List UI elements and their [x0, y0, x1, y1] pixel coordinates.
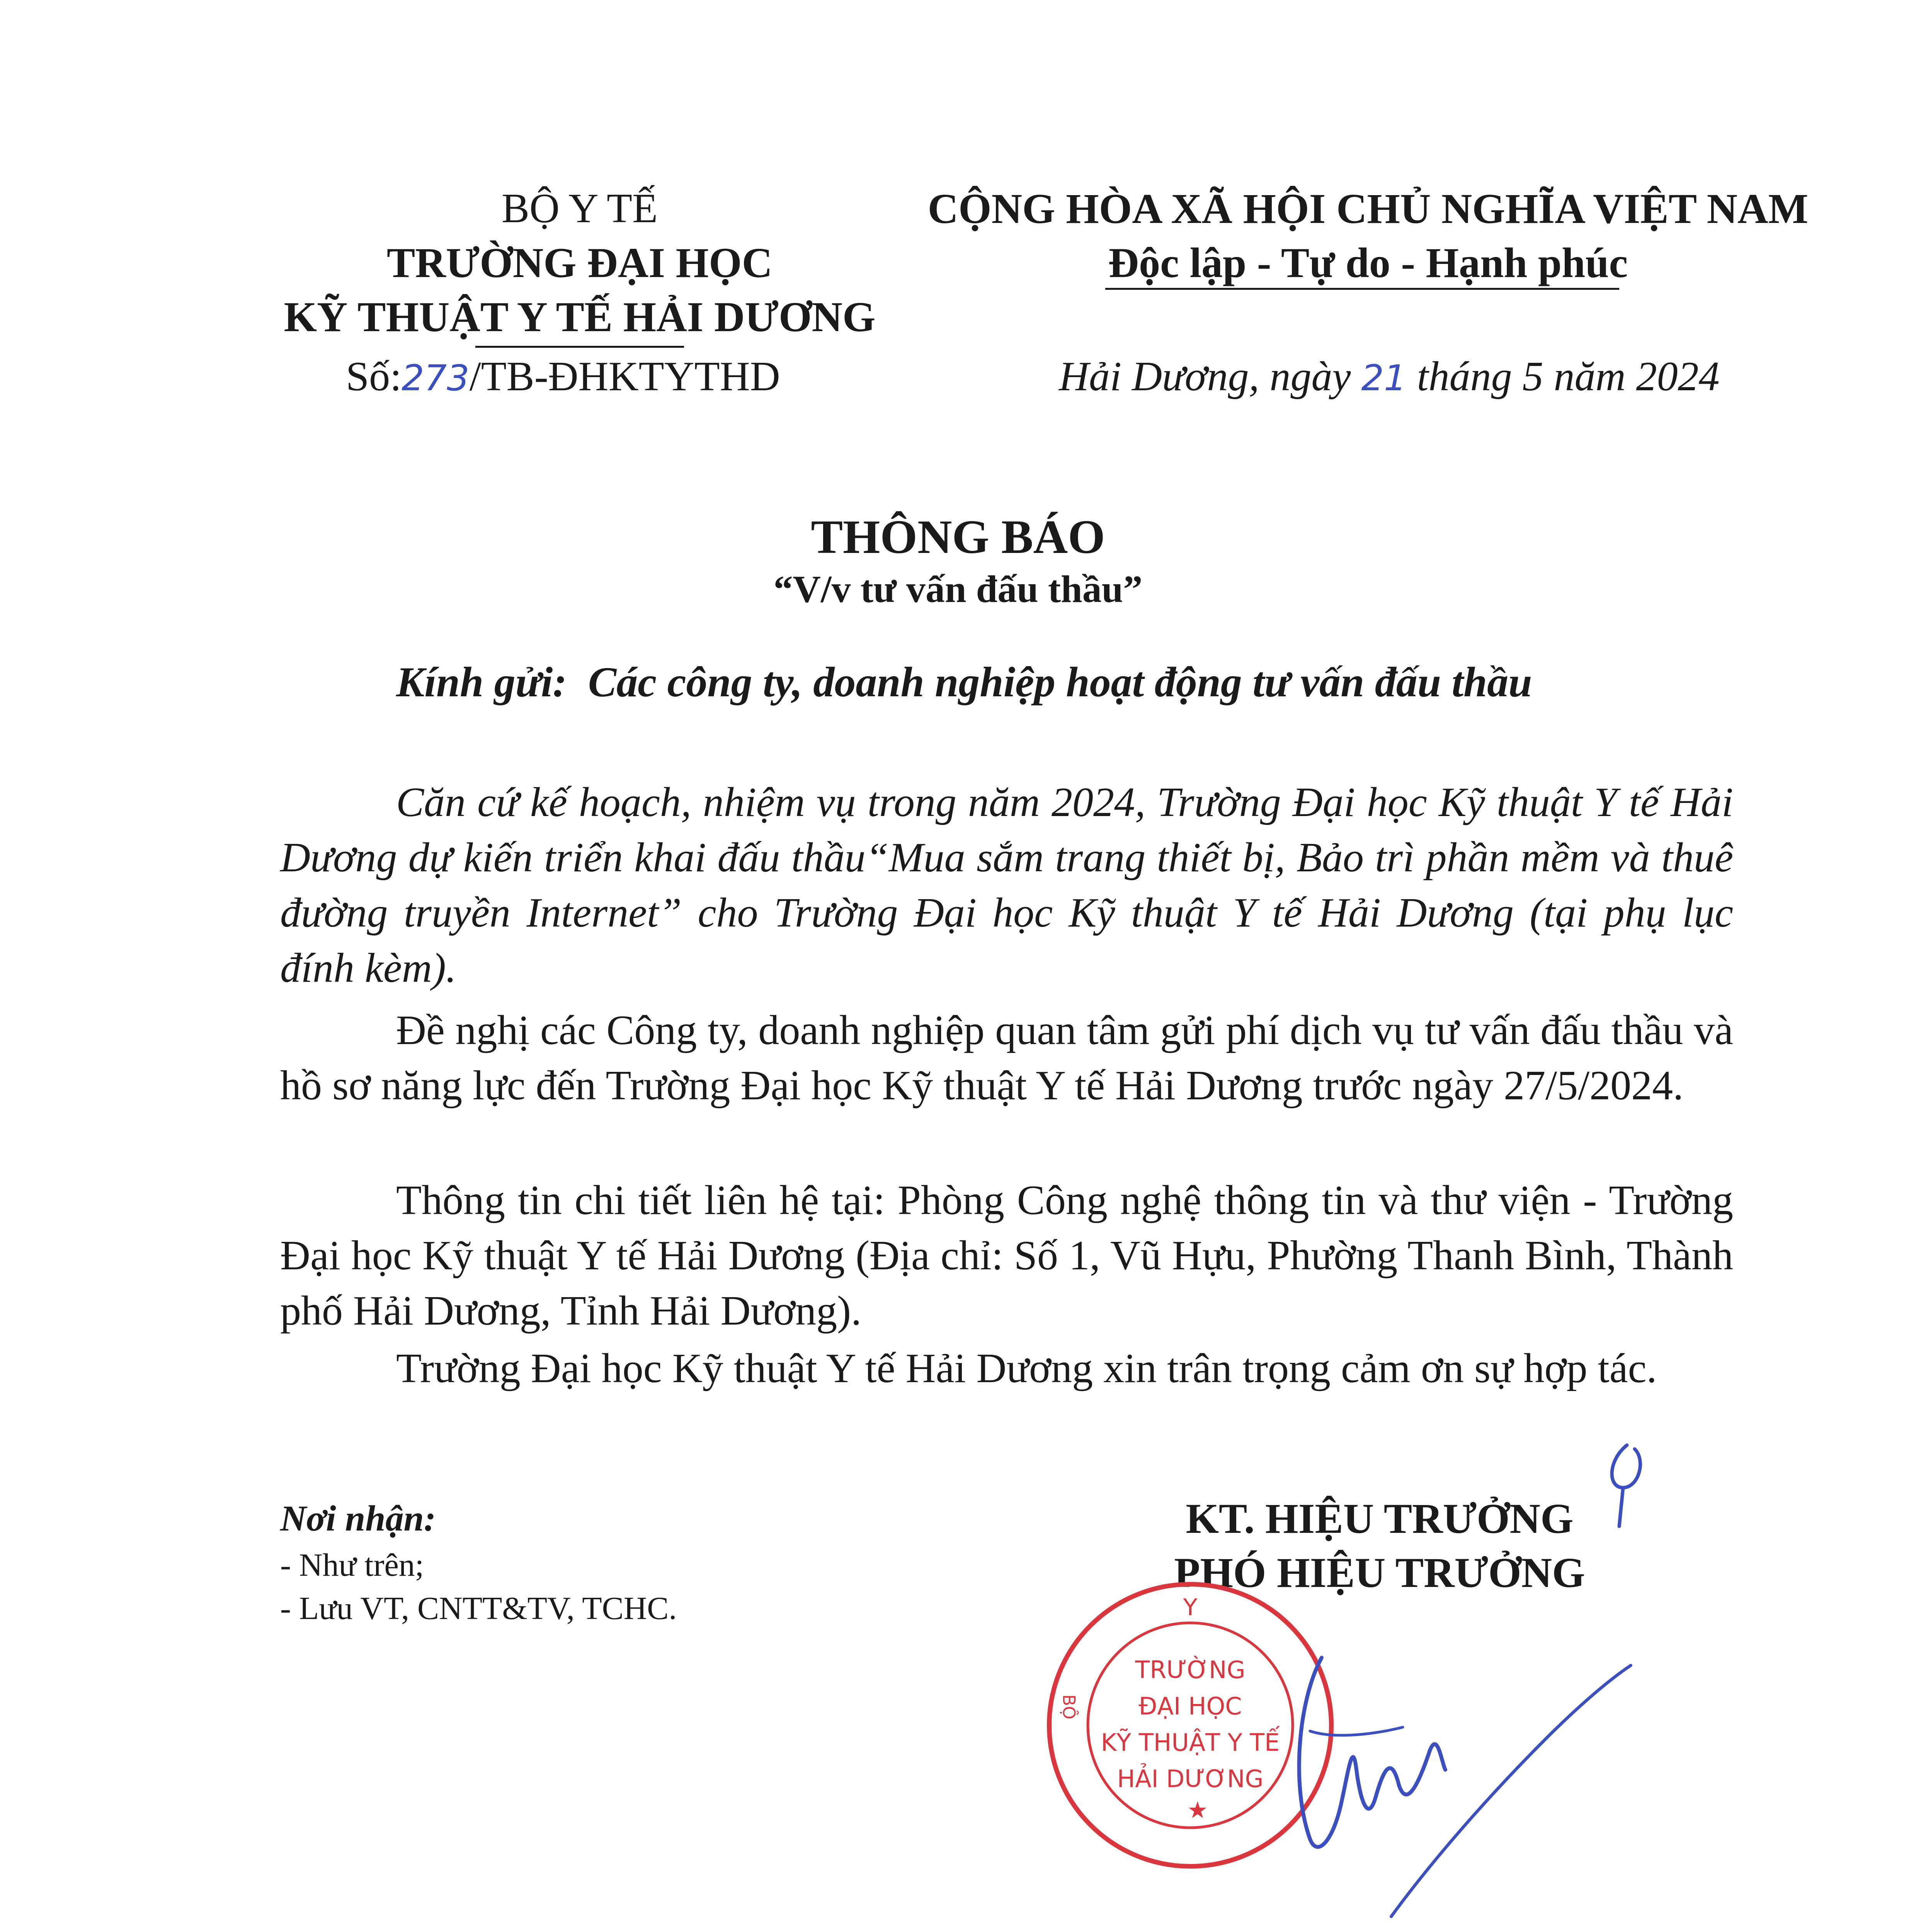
stamp-top-letter: Y — [1183, 1594, 1198, 1621]
signature-title-1: KT. HIỆU TRƯỞNG — [1186, 1495, 1574, 1542]
stamp-line-3: KỸ THUẬT Y TẾ — [1101, 1728, 1280, 1757]
number-handwritten: 273 — [402, 357, 470, 399]
stamp-line-1: TRƯỜNG — [1135, 1656, 1246, 1684]
recipient-value: Các công ty, doanh nghiệp hoạt động tư vấn đấu thầu — [588, 658, 1532, 706]
date-suffix: tháng 5 năm 2024 — [1417, 354, 1720, 400]
number-prefix: Số: — [346, 354, 402, 400]
school-name-line2: KỸ THUẬT Y TẾ HẢI DƯƠNG — [284, 293, 876, 340]
body-paragraph-3: Thông tin chi tiết liên hệ tại: Phòng Công nghệ thông tin và thư viện - Trường Đại học Kỹ thuật Y tế Hải Dương (Địa chỉ: Số 1, Vũ Hựu, Phường Thanh Bình, Thành phố Hải Dương, Tỉnh Hải Dương). — [280, 1177, 1733, 1334]
recipient-label: Kính gửi: — [396, 658, 567, 706]
country-name: CỘNG HÒA XÃ HỘI CHỦ NGHĨA VIỆT NAM — [927, 185, 1809, 232]
motto-underline — [1105, 288, 1619, 290]
date-day-handwritten: 21 — [1361, 357, 1407, 399]
recipients-block — [280, 1493, 677, 1630]
header-left-underline — [475, 346, 684, 348]
document-date — [1059, 350, 1720, 405]
recipient-item: - Lưu VT, CNTT&TV, TCHC. — [280, 1590, 677, 1626]
svg-text:★: ★ — [1187, 1797, 1208, 1824]
document-subject: “V/v tư vấn đấu thầu” — [773, 568, 1143, 611]
recipients-heading: Nơi nhận: — [280, 1498, 436, 1539]
recipient-line — [396, 653, 1532, 711]
motto: Độc lập - Tự do - Hạnh phúc — [1108, 239, 1628, 286]
recipient-item: - Như trên; — [280, 1547, 424, 1583]
handwritten-signature — [1275, 1623, 1662, 1932]
stamp-side-text: BỘ — [1059, 1694, 1079, 1719]
stamp-line-4: HẢI DƯƠNG — [1117, 1765, 1264, 1793]
body-paragraph-2: Đề nghị các Công ty, doanh nghiệp quan tâm gửi phí dịch vụ tư vấn đấu thầu và hồ sơ năng lực đến Trường Đại học Kỹ thuật Y tế Hải Dương trước ngày 27/5/2024. — [280, 1007, 1733, 1109]
number-suffix: /TB-ĐHKTYTHD — [469, 354, 780, 400]
stamp-line-2: ĐẠI HỌC — [1138, 1692, 1242, 1720]
initial-mark-icon — [1592, 1437, 1654, 1538]
body-paragraph-4: Trường Đại học Kỹ thuật Y tế Hải Dương xin trân trọng cảm ơn sự hợp tác. — [396, 1345, 1657, 1391]
document-title: THÔNG BÁO — [811, 510, 1105, 563]
document-number — [346, 350, 780, 405]
body-paragraph-1: Căn cứ kế hoạch, nhiệm vụ trong năm 2024, Trường Đại học Kỹ thuật Y tế Hải Dương dự kiến triển khai đấu thầu“Mua sắm trang thiết bị, Bảo trì phần mềm và thuê đường truyền Internet” cho Trường Đại học Kỹ thuật Y tế Hải Dương (tại phụ lục đính kèm). — [280, 779, 1733, 991]
stamp-center-text — [1090, 1652, 1291, 1797]
signature-title-2: PHÓ HIỆU TRƯỞNG — [1174, 1549, 1585, 1596]
school-name-line1: TRƯỜNG ĐẠI HỌC — [386, 239, 773, 286]
date-prefix: Hải Dương, ngày — [1059, 354, 1351, 400]
header-left — [251, 182, 908, 344]
ministry-name: BỘ Y TẾ — [502, 185, 658, 231]
